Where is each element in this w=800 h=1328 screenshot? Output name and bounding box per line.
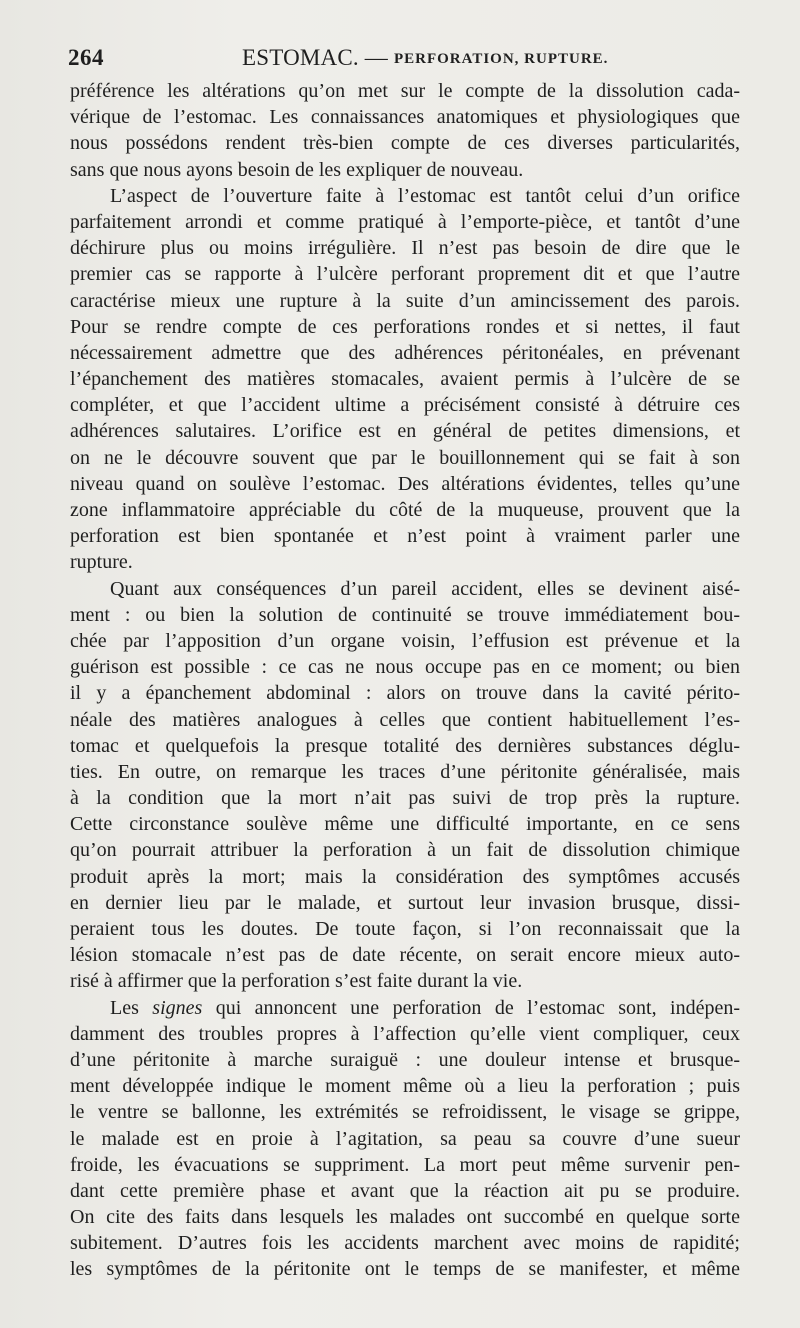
text-line: guérison est possible : ce cas ne nous occupe pas en ce moment; ou bien bbox=[70, 656, 740, 679]
text-line: néale des matières analogues à celles que contient habituellement l’es- bbox=[70, 708, 740, 731]
text-line: l’épanchement des matières stomacales, avaient permis à l’ulcère de se bbox=[70, 368, 740, 391]
page-number: 264 bbox=[68, 45, 104, 70]
text-line: d’une péritonite à marche suraiguë : une douleur intense et brusque- bbox=[70, 1048, 740, 1071]
text-line: le ventre se ballonne, les extrémités se refroidissent, le visage se grippe, bbox=[70, 1101, 740, 1124]
text-line: perforation est bien spontanée et n’est point à vraiment parler une bbox=[70, 525, 740, 548]
text-line: L’aspect de l’ouverture faite à l’estomac est tantôt celui d’un orifice bbox=[110, 184, 740, 207]
text-line: vérique de l’estomac. Les connaissances anatomiques et physiologiques que bbox=[70, 106, 740, 129]
text-line: risé à affirmer que la perforation s’est faite durant la vie. bbox=[70, 970, 523, 993]
text-line: déchirure plus ou moins irrégulière. Il n’est pas besoin de dire que le bbox=[70, 237, 740, 260]
text-line: caractérise mieux une rupture à la suite d’un amincissement des parois. bbox=[70, 289, 740, 312]
text-line: damment des troubles propres à l’affection qu’elle vient compliquer, ceux bbox=[70, 1022, 740, 1045]
text-line: en dernier lieu par le malade, et surtout leur invasion brusque, dissi- bbox=[70, 891, 740, 914]
text-line: produit après la mort; mais la considération des symptômes accusés bbox=[70, 865, 740, 888]
text-line: adhérences salutaires. L’orifice est en général de petites dimensions, et bbox=[70, 420, 740, 443]
text-line: parfaitement arrondi et comme pratiqué à l’emporte-pièce, et tantôt d’une bbox=[70, 210, 740, 233]
text-line: tomac et quelquefois la presque totalité des dernières substances déglu- bbox=[70, 734, 740, 757]
text-line: Quant aux conséquences d’un pareil accident, elles se devinent aisé- bbox=[110, 577, 740, 600]
text-line: préférence les altérations qu’on met sur le compte de la dissolution cada- bbox=[70, 80, 740, 102]
text-line: nécessairement admettre que des adhérences péritonéales, en prévenant bbox=[70, 341, 740, 364]
running-title bbox=[242, 45, 608, 71]
text-line: nous possédons rendent très-bien compte de ces diverses particularités, bbox=[70, 132, 740, 155]
text-line: niveau quand on soulève l’estomac. Des altérations évidentes, telles qu’une bbox=[70, 472, 740, 495]
text-line: peraient tous les doutes. De toute façon, si l’on reconnaissait que la bbox=[70, 918, 740, 940]
text-line: il y a épanchement abdominal : alors on trouve dans la cavité périto- bbox=[70, 682, 740, 705]
text-line: rupture. bbox=[70, 551, 133, 574]
text-line: à la condition que la mort n’ait pas suivi de trop près la rupture. bbox=[70, 787, 740, 810]
text-line: les symptômes de la péritonite ont le temps de se manifester, et même bbox=[70, 1258, 740, 1281]
text-line: le malade est en proie à l’agitation, sa peau sa couvre d’une sueur bbox=[70, 1127, 740, 1150]
text-line: sans que nous ayons besoin de les expliquer de nouveau. bbox=[70, 158, 524, 181]
text-line: premier cas se rapporte à l’ulcère perforant proprement dit et que l’autre bbox=[70, 263, 740, 286]
text-line: On cite des faits dans lesquels les malades ont succombé en quelque sorte bbox=[70, 1206, 740, 1229]
text-line: ment : ou bien la solution de continuité se trouve immédiatement bou- bbox=[70, 603, 740, 626]
text-line: subitement. D’autres fois les accidents marchent avec moins de rapidité; bbox=[70, 1232, 740, 1255]
running-header bbox=[68, 45, 738, 75]
text-line: zone inflammatoire appréciable du côté de la muqueuse, prouvent que la bbox=[70, 499, 740, 521]
text-line: Pour se rendre compte de ces perforations rondes et si nettes, il faut bbox=[70, 315, 740, 338]
text-line: ment développée indique le moment même où a lieu la perforation ; puis bbox=[70, 1075, 740, 1098]
text-line: ties. En outre, on remarque les traces d’une péritonite généralisée, mais bbox=[70, 760, 740, 783]
text-line: dant cette première phase et avant que la réaction ait pu se produire. bbox=[70, 1179, 740, 1202]
text-line: Cette circonstance soulève même une difficulté importante, en ce sens bbox=[70, 813, 740, 836]
text-line: froide, les évacuations se suppriment. La mort peut même survenir pen- bbox=[70, 1153, 740, 1176]
text-fragment: Les bbox=[110, 996, 153, 1019]
text-line: chée par l’apposition d’un organe voisin, l’effusion est prévenue et la bbox=[70, 629, 740, 652]
text-line: compléter, et que l’accident ultime a précisément consisté à détruire ces bbox=[70, 394, 740, 417]
body-text bbox=[70, 78, 740, 1283]
running-title-subtitle: PERFORATION, RUPTURE. bbox=[393, 51, 609, 67]
text-line bbox=[70, 995, 740, 1021]
italic-emphasis: signes bbox=[152, 996, 203, 1019]
text-line: qu’on pourrait attribuer la perforation à un fait de dissolution chimique bbox=[70, 839, 740, 862]
text-line: lésion stomacale n’est pas de date récente, on serait encore mieux auto- bbox=[70, 944, 740, 967]
running-title-main: ESTOMAC. — bbox=[242, 45, 388, 70]
text-fragment: qui annoncent une perforation de l’estomac sont, indépen- bbox=[202, 996, 740, 1019]
text-line: on ne le découvre souvent que par le bouillonnement qui se fait à son bbox=[70, 446, 740, 469]
